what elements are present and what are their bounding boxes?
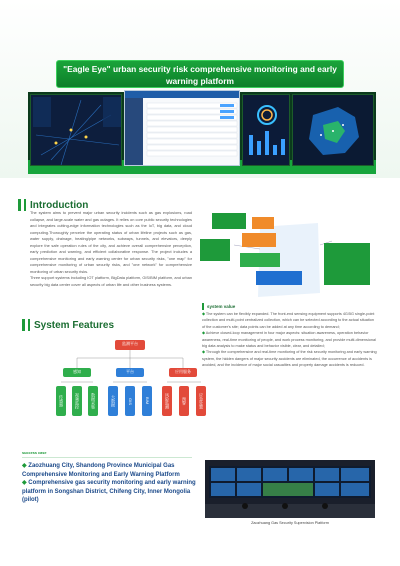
introduction-paragraph: Three support systems including IOT platform, BigData platform, GIS/BIM platform, and urban security big data center cover all aspects of urban life and other business systems. [30,275,192,287]
region-map-screenshot [292,94,374,166]
heading-accent-bar [24,199,26,211]
system-value-title: system value [207,304,236,309]
arch-block [212,213,246,229]
feature-leaf: 大数据 [108,386,118,416]
feature-leaf: 应急处置 [196,386,206,416]
divider [22,457,192,458]
feature-leaf: BIM [142,386,152,416]
screenshot-collage [28,90,376,172]
diamond-bullet-icon: ◆ [22,463,29,469]
feature-leaf: GIS [125,386,135,416]
feature-leaf: 风险监测 [162,386,172,416]
features-tree-diagram [55,338,205,448]
arch-block [240,253,280,267]
arch-block [200,239,230,261]
features-heading [22,319,114,331]
features-title: System Features [34,319,115,331]
heading-accent-bar [202,303,204,310]
diamond-bullet-icon: ◆ [202,350,206,355]
success-case-list [22,462,202,505]
feature-group: 应用服务 [169,368,197,377]
heading-accent-bar [28,319,30,331]
introduction-title: Introduction [30,199,89,211]
diamond-bullet-icon: ◆ [202,331,206,336]
control-room-photo [205,460,375,518]
feature-leaf: 传感器 [56,386,66,416]
map-dashboard-screenshot [30,94,122,166]
arch-block [252,217,274,229]
feature-leaf: 视频监控 [72,386,82,416]
arch-block [324,243,370,285]
stats-screenshot [242,94,290,166]
heading-accent-bar [18,199,21,211]
feature-leaf: 预警 [179,386,189,416]
introduction-paragraph: The system aims to prevent major urban security incidents such as gas explosions, road collapse, and large-scale water and gas outages. It relies on core public security technologies and integrates cutting-edge information technologies such as the IoT, big data, and cloud computing.Thoroughly perceive the operating status of urban lifeline projects such as gas, water supply, drainage, heating/pipe networks, subways, tunnels, and elevators, deeply explore the safe operation rules of the city, and achieve overall comprehensive perception, early prediction and warning, and efficient collaborative response. The project includes a comprehensive monitoring and early warning center for urban security risks, "one map" for comprehensive monitoring of urban security risks, and "one network" for comprehensive monitoring of urban security risks. [30,210,192,274]
arch-block [256,271,302,285]
heading-accent-bar [22,319,25,331]
system-value-item: ◆ Through the comprehensive and real-time monitoring of the risk security monitoring and early warning system, the hidden dangers of major security accidents are eliminated, the occurrence of accidents is avoided, and the incidence of major social casualties and property damage accidents is reduced. [202,350,377,368]
success-case-label: success case [22,451,47,455]
hero-title: "Eagle Eye" urban security risk comprehensive monitoring and early warning platform [63,64,337,86]
architecture-diagram [200,205,380,305]
diamond-bullet-icon: ◆ [22,480,29,487]
feature-leaf: 数据采集 [88,386,98,416]
system-value-item: ◆ Achieve closed-loop management in four major aspects: situation awareness, operation behavior awareness, real-time monitoring of people, and work process monitoring, and provide multi-dimensional big data analysis to make status and behavior visible, clear, and detailed; [202,331,376,349]
feature-root: 监测平台 [115,340,145,350]
hero-title-box [56,60,344,88]
photo-caption: Zaozhuang Gas Security Supervision Platform [251,521,329,525]
arch-block [242,233,276,247]
diamond-bullet-icon: ◆ [202,312,206,316]
introduction-body [30,210,192,288]
system-value-body [202,311,378,369]
success-case-item: ◆ Zaozhuang City, Shandong Province Municipal Gas Comprehensive Monitoring and Early Warning Platform [22,463,180,478]
table-screenshot [124,90,240,166]
feature-group: 平台 [116,368,144,377]
system-value-heading [202,303,235,310]
system-value-item: ◆ The system can be flexibly expanded. The front-end sensing equipment supports 4G/5G single-point collection and multi-point centralized collection, which can be selected according to the actual situation of the customer's site; data points can be added at any time according to demand; [202,312,375,329]
feature-group: 感知 [63,368,91,377]
success-case-item: ◆ Comprehensive gas security monitoring and early warning platform in Songshan District, Chifeng City, Inner Mongolia (pilot) [22,480,196,504]
hero-banner [0,0,400,178]
